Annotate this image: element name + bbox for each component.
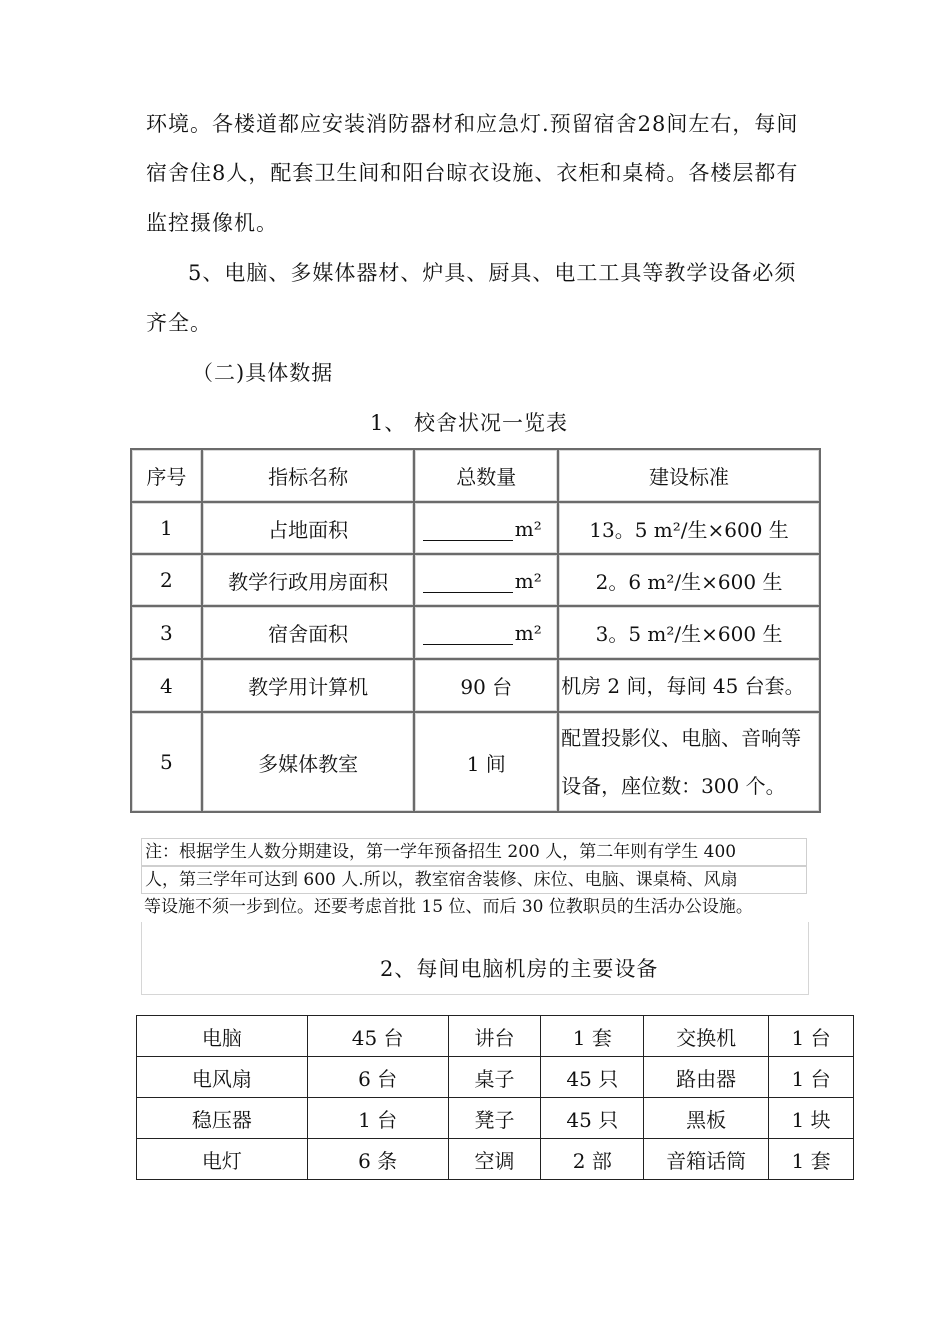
equipment-qty: 45 只 bbox=[541, 1057, 644, 1098]
standard-cell: 机房 2 间，每间 45 台套。 bbox=[558, 659, 820, 712]
equipment-qty: 6 台 bbox=[307, 1057, 448, 1098]
standard-cell: 3。5 m²/生×600 生 bbox=[558, 606, 820, 659]
table-row bbox=[137, 1057, 854, 1098]
table2-title: 2、每间电脑机房的主要设备 bbox=[380, 957, 659, 981]
standard-text-line: 设备，座位数：300 个。 bbox=[561, 774, 786, 798]
paragraph-line: 监控摄像机。 bbox=[146, 211, 278, 235]
paragraph-line: 齐全。 bbox=[146, 311, 212, 335]
blank-line bbox=[423, 620, 513, 645]
table-row bbox=[131, 659, 820, 712]
equipment-table bbox=[136, 1015, 854, 1180]
equipment-name: 交换机 bbox=[644, 1016, 769, 1057]
standard-text-line: 配置投影仪、电脑、音响等 bbox=[561, 726, 802, 750]
equipment-qty: 45 只 bbox=[541, 1098, 644, 1139]
equipment-name: 电风扇 bbox=[137, 1057, 308, 1098]
table-row bbox=[137, 1139, 854, 1180]
table-row bbox=[137, 1016, 854, 1057]
blank-line bbox=[423, 516, 513, 541]
quantity-cell bbox=[414, 502, 558, 554]
unit-label: m² bbox=[514, 516, 542, 541]
equipment-name: 路由器 bbox=[644, 1057, 769, 1098]
row-number: 4 bbox=[131, 659, 202, 712]
section-heading: （二)具体数据 bbox=[192, 361, 334, 385]
table-row bbox=[131, 554, 820, 606]
indicator-name: 占地面积 bbox=[202, 502, 415, 554]
quantity-cell: 1 间 bbox=[414, 712, 558, 812]
quantity-cell: 90 台 bbox=[414, 659, 558, 712]
table-row bbox=[137, 1098, 854, 1139]
equipment-qty: 1 台 bbox=[769, 1016, 854, 1057]
equipment-qty: 2 部 bbox=[541, 1139, 644, 1180]
standard-cell bbox=[558, 712, 820, 812]
table-row bbox=[131, 606, 820, 659]
equipment-name: 桌子 bbox=[448, 1057, 541, 1098]
note-line: 人，第三学年可达到 600 人.所以，教室宿舍装修、床位、电脑、课桌椅、风扇 bbox=[141, 866, 807, 894]
equipment-name: 电脑 bbox=[137, 1016, 308, 1057]
row-number: 3 bbox=[131, 606, 202, 659]
indicator-name: 多媒体教室 bbox=[202, 712, 415, 812]
standard-cell: 2。6 m²/生×600 生 bbox=[558, 554, 820, 606]
header-cell: 总数量 bbox=[414, 449, 558, 502]
equipment-name: 黑板 bbox=[644, 1098, 769, 1139]
equipment-qty: 1 块 bbox=[769, 1098, 854, 1139]
paragraph-line: 5、电脑、多媒体器材、炉具、厨具、电工工具等教学设备必须 bbox=[188, 261, 797, 285]
quantity-cell bbox=[414, 554, 558, 606]
table-header-row bbox=[131, 449, 820, 502]
note-line: 注：根据学生人数分期建设，第一学年预备招生 200 人，第二年则有学生 400 bbox=[141, 838, 807, 866]
unit-label: m² bbox=[514, 621, 542, 645]
paragraph-line: 宿舍住8人，配套卫生间和阳台晾衣设施、衣柜和桌椅。各楼层都有 bbox=[146, 161, 799, 185]
row-number: 5 bbox=[131, 712, 202, 812]
equipment-qty: 1 台 bbox=[769, 1057, 854, 1098]
table-row bbox=[131, 712, 820, 812]
row-number: 1 bbox=[131, 502, 202, 554]
equipment-name: 空调 bbox=[448, 1139, 541, 1180]
quantity-cell bbox=[414, 606, 558, 659]
equipment-name: 音箱话筒 bbox=[644, 1139, 769, 1180]
blank-line bbox=[423, 568, 513, 593]
equipment-name: 讲台 bbox=[448, 1016, 541, 1057]
table1-title: 1、 校舍状况一览表 bbox=[370, 411, 569, 435]
indicator-name: 教学行政用房面积 bbox=[202, 554, 415, 606]
paragraph-line: 环境。各楼道都应安装消防器材和应急灯.预留宿舍28间左右，每间 bbox=[146, 112, 799, 136]
equipment-qty: 1 台 bbox=[307, 1098, 448, 1139]
header-cell: 序号 bbox=[131, 449, 202, 502]
campus-status-table bbox=[130, 448, 821, 813]
equipment-qty: 45 台 bbox=[307, 1016, 448, 1057]
equipment-name: 凳子 bbox=[448, 1098, 541, 1139]
indicator-name: 教学用计算机 bbox=[202, 659, 415, 712]
table-row bbox=[131, 502, 820, 554]
unit-label: m² bbox=[514, 568, 542, 593]
row-number: 2 bbox=[131, 554, 202, 606]
equipment-name: 电灯 bbox=[137, 1139, 308, 1180]
header-cell: 建设标准 bbox=[558, 449, 820, 502]
standard-cell: 13。5 m²/生×600 生 bbox=[558, 502, 820, 554]
header-cell: 指标名称 bbox=[202, 449, 415, 502]
indicator-name: 宿舍面积 bbox=[202, 606, 415, 659]
note-line: 等设施不须一步到位。还要考虑首批 15 位、而后 30 位教职员的生活办公设施。 bbox=[144, 897, 753, 917]
equipment-qty: 1 套 bbox=[541, 1016, 644, 1057]
equipment-qty: 6 条 bbox=[307, 1139, 448, 1180]
equipment-qty: 1 套 bbox=[769, 1139, 854, 1180]
equipment-name: 稳压器 bbox=[137, 1098, 308, 1139]
